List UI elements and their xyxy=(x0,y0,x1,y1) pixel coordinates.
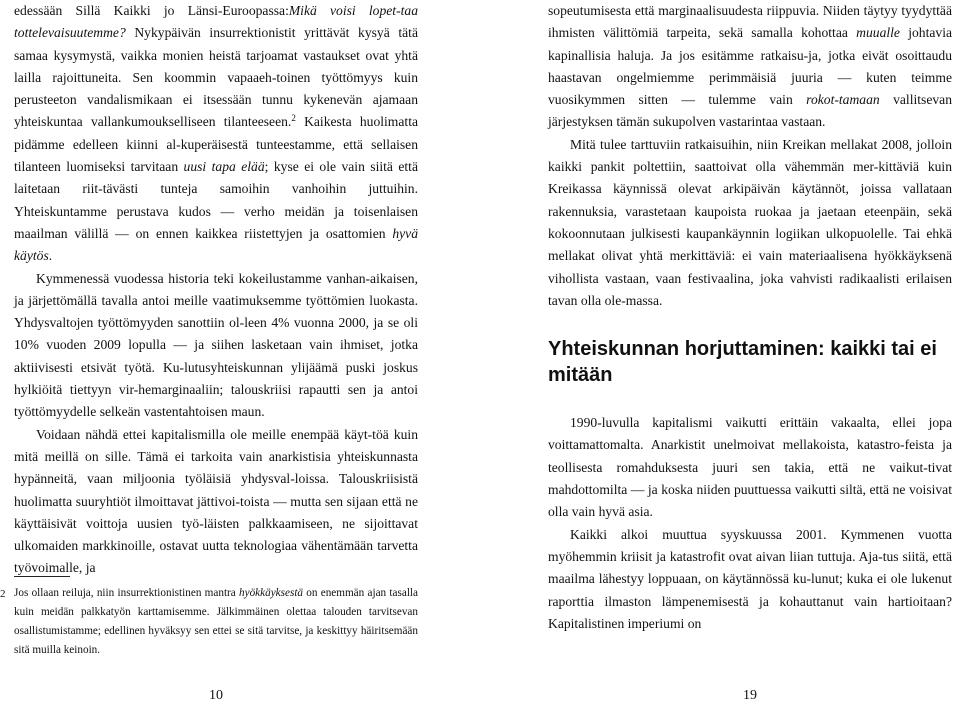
text-run: Jos ollaan reiluja, niin insurrektionistinen mantra xyxy=(14,587,240,599)
text-run: ; kyse ei ole vain siitä että laitetaan riit-tävästi tunteja samoihin vanhoihin juttuihin. Yhteiskuntamme perustava kudos — verho meidän ja toisenlaisen maailman välillä — on ennen kaikkea riistettyjen ja osattomien xyxy=(14,159,418,241)
section-heading: Yhteiskunnan horjuttaminen: kaikki tai ei mitään xyxy=(548,338,937,387)
paragraph: Kymmenessä vuodessa historia teki kokeilustamme vanhan-aikaisen, ja järjettömällä tavalla antoi meille vaatimuksemme työttömien luokasta. Yhdysvaltojen työttömyyden sanottiin ol-leen 4% vuonna 2000, ja se oli 10% vuoden 2009 lopulla — ja siihen lasketaan vain ihmiset, jotka aktiivisesti etsivät työtä. Ku-lutusyhteiskunnan ylijäämä puski joskus hylkiöitä tiettyyn vir-hemarginaaliin; talouskriisi rapautti sen ja antoi työttömyydelle selkeän vastentahtoisen maun. xyxy=(14,270,418,420)
text-run: Nykypäivän insurrektionistit yrittävät kysyä tätä samaa kysymystä, vaikka monien heistä tarjoamat vastaukset ovat yhtä lailla rajoittuneita. Sen koommin vapaaeh-toinen työttömyys kuin perusteeton vandalismikaan ei itsessään tunnu kykenevän ajamaan yhteiskuntaa vallankumoukselliseen tilanteeseen. xyxy=(14,25,418,130)
text-run: johtavia kapinallisia haluja. Ja jos esitämme ratkaisu-ja, jotka eivät osoittaudu haastavan ongelmiemme perimmäisiä juuria — kuten teimme vuosikymmen sitten — tulemme vain xyxy=(548,25,953,108)
text-run: Kaikesta huolimatta pidämme edelleen kiinni al-kuperäisestä tunteestamme, että sellaisen tilanteen luomiseksi tarvitaan xyxy=(14,114,419,175)
text-run: . xyxy=(48,248,53,264)
footnote-divider xyxy=(14,576,70,577)
emphasis-text: rokot-tamaan xyxy=(806,92,880,108)
paragraph: Mitä tulee tarttuviin ratkaisuihin, niin Kreikan mellakat 2008, jolloin kaikki pankit poltettiin, saattoivat olla vähemmän mer-kittäviä kuin Kreikassa käynnissä olevat arkipäivän käytännöt, joissa vallataan rakennuksia, varastetaan kaupoista ruokaa ja jaetaan eteenpäin, sekä kokoonnutaan julkisesti kaupankäynnin logiikan ulkopuolelle. Tai ehkä mellakat olivat yhtä merkittäviä: ei vain materiaalisena hyökkäyksenä vihollista vastaan, vaan festivaalina, joka vahvisti radikaalisti erilaisen tavan olla ole-massa. xyxy=(548,136,952,308)
text-run: on enemmän ajan tasalla kuin meidän palkkatyön karttamisemme. Jälkimmäinen olettaa talouden tarvitsevan osallistumistamme; edellinen hyväksyy sen ettei se sitä tarvitse, ja keskittyy häiritsemään sitä muilla keinoin. xyxy=(14,587,418,656)
left-page-column xyxy=(14,0,418,580)
emphasis-text: uusi tapa elää xyxy=(183,159,265,175)
right-page-column xyxy=(548,0,952,635)
text-run: vallitsevan järjestyksen tämän sukupolven vastarintaa vastaan. xyxy=(548,92,952,130)
page-number-left: 10 xyxy=(209,688,223,703)
footnote-reference: 2 xyxy=(291,113,296,124)
footnote xyxy=(14,584,418,660)
paragraph: 1990-luvulla kapitalismi vaikutti erittäin vakaalta, ellei jopa voittamattomalta. Anarkistit unelmoivat mellakoista, katastro-feista ja teollisesta romahduksesta juuri sen takia, että ne vaikut-tivat mahdottomilta — ja koska niiden puuttuessa vaikutti siltä, että ne voisivat olla vain hyvä asia. xyxy=(548,415,952,520)
footnote-marker: 2 xyxy=(0,588,6,600)
paragraph: Voidaan nähdä ettei kapitalismilla ole meille enempää käyt-töä kuin mitä meillä on sille. Tämä ei tarkoita vain anarkistisia yhteiskunnasta hypänneitä, vaan miljoonia työläisiä yhdysval-loissa. Talouskriisistä huolimatta suuryhtiöt ilmoittavat jättivoi-toista — mutta sen sijaan että ne käyttäisivät voittoja uusien työ-läisten palkkaamiseen, ne sijoittavat ulkomaiden markkinoille, ostavat uutta teknologiaa vähentämään tarvetta työvoimalle, ja xyxy=(14,426,418,576)
paragraph xyxy=(548,0,952,134)
paragraph xyxy=(14,0,418,268)
text-run: edessään Sillä Kaikki jo Länsi-Euroopassa: xyxy=(14,3,289,18)
emphasis-text: muualle xyxy=(856,25,900,41)
page-number-right: 19 xyxy=(743,688,757,703)
emphasis-text: hyvä käytös xyxy=(14,225,418,264)
paragraph: Kaikki alkoi muuttua syyskuussa 2001. Kymmenen vuotta myöhemmin kriisit ja katastrofit ovat aivan liian tuttuja. Aja-tus siitä, että maailma lähestyy loppuaan, on käytännössä ku-lunut; kuka ei ole lukenut raporttia ilmaston lämpenemisestä ja kohauttanut vain hartioitaan? Kapitalistinen imperiumi on xyxy=(548,526,952,631)
emphasis-text: hyökkäyksestä xyxy=(239,587,304,599)
emphasis-text: Mikä voisi lopet-taa tottelevaisuutemme? xyxy=(14,3,418,41)
text-run: sopeutumisesta että marginaalisuudesta riippuvia. Niiden täytyy tyydyttää ihmisten välittömiä tarpeita, sekä samalla kohottaa xyxy=(548,3,952,41)
